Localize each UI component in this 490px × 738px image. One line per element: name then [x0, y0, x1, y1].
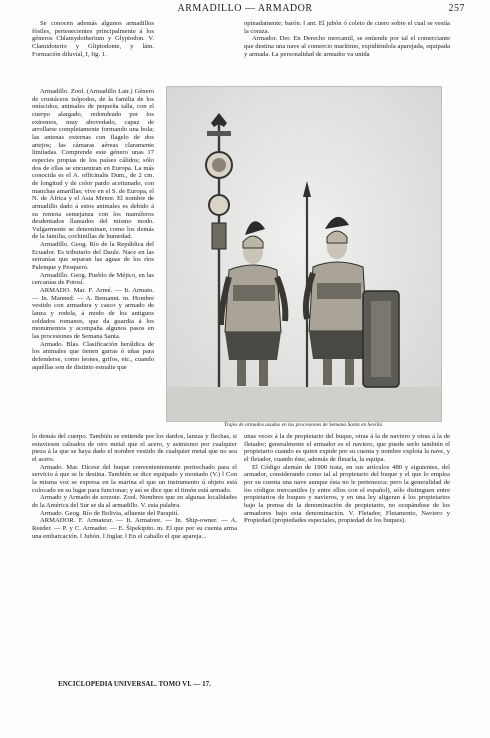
- paragraph: Armadillo. Geog. Río de la República del Ecuador. Es tributario del Daule. Nace en las serranías que separan las aguas de los ríos Palenque y Pesquero.: [32, 241, 154, 272]
- paragraph: Armadillo. Zool. (Armadillo Latr.) Género de crustáceos isópodos, de la familia de los oníscidos; animales de pequeña talla, con el cuerpo alargado, redondeado por los extremos, muy abovedado, capaz de arrollarse completamente formando una bola; las antenas externas con flagelo de dos artejos; las cámaras aéreas claramente limitadas. Comprende este género unas 17 especies propias de los países cálidos; sólo dos de ellas se encuentran en Europa. La más conocida es el A. officinalis Dum., de 2 cm. de longitud y de color pardo aceitunado, con manchas amarillas; vive en el S. de Europa, el N. de África y el Asia Menor. El nombre de armadillo dado á estos animales es debido á su remota semejanza con los mamíferos desdentados llamados del mismo modo. Vulgarmente se denominan, como los demás de la familia, cochinillas de humedad.: [32, 88, 154, 241]
- running-head: [0, 3, 490, 17]
- paragraph: ARMADOR. F. Armateur. — It. Armatore. — In. Ship-owner. — A. Reeder. — P. y C. Armador. — E. Ŝipekipito. m. El que por su cuenta arma una embarcación. ‖ Jubón. ‖ Juglar. ‖ En el caballo el que apareja...: [32, 517, 237, 540]
- right-column-bottom-text: [244, 433, 450, 678]
- page-title: ARMADILLO — ARMADOR: [177, 3, 313, 14]
- left-column-narrow-text: [32, 88, 154, 433]
- page-footer: ENCICLOPEDIA UNIVERSAL. TOMO VI. — 17.: [58, 680, 211, 688]
- paragraph: Armadillo. Geog. Pueblo de Méjico, en las cercanías de Potosí.: [32, 271, 154, 287]
- right-column-top-text: [244, 20, 450, 86]
- paragraph: Armado. Geog. Río de Bolivia, afluente del Parapití.: [40, 509, 179, 517]
- paragraph: Armado y Armado de zorzote. Zool. Nombres que en algunas localidades de la América del Sur se da al armadillo. V. esta palabra.: [32, 494, 237, 509]
- left-column-wide-text: [32, 433, 237, 678]
- paragraph: Se conocen además algunos armadillos fósiles, pertenecientes principalmente á los géneros Chlamydotherium y Glyptodon. V. Clamidoterio y Gliptodonte, y lám. Formación diluvial, I, fig. 1.: [32, 20, 154, 58]
- paragraph: ARMADO. Mar. F. Armé. — It. Armato. — In. Manned. — A. Bemannt. m. Hombre vestido con armadura y casco y armado de lanza y rodela, á modo de los antiguos soldados romanos, que da guardia á los monumentos y acompaña algunos pasos en las procesiones de Semana Santa.: [32, 287, 154, 340]
- paragraph: opinadamente; barón. ‖ ant. El jubón ó coleto de cuero sobre el cual se vestía la coraza.: [244, 20, 450, 35]
- page-number: 257: [448, 3, 465, 14]
- paragraph: Armado. Blas. Clasificación heráldica de los animales que tienen garras ó uñas para defenderse, como leones, grifos, etc., cuando aquéllas son de distinto esmalte que: [32, 340, 154, 371]
- paragraph: lo demás del cuerpo. También se entiende por los dardos, lanzas y flechas, si estuviesen calzados de otro metal que el acero, y asimismo por cualquier pieza á la que se haya dado el nombre vestido de cualquier metal que no sea el acero.: [32, 433, 237, 463]
- left-column-top-text: [32, 20, 154, 88]
- floor-shadow: [167, 387, 441, 421]
- paragraph: Armado. Mar. Dícese del buque convenientemente pertrechado para el servicio á que se le destina. También se dice equipado y montado (V.) ‖ Con la misma voz se expresa en la marina el que un instrumento ú objeto está colocado en su lugar para funcionar; y así se dice que el timón está armado.: [32, 463, 237, 494]
- figure-caption: Trajes de armados usados en las procesiones de Semana Santa en Sevilla: [223, 422, 383, 428]
- photograph-figure: [166, 86, 442, 422]
- paragraph: El Código alemán de 1900 trata, en sus artículos 480 y siguientes, del armador, considerando como tal al propietario del buque y el que lo emplea por su cuenta una nave aunque ésta no le pertenezca; pero la generalidad de los códigos mercantiles (y entre ellos con el español), sólo distinguen entre propietarios de buques y navieros, y en una ley aligeran á los propietarios bajo la prensa de la denominación de propietario, no ocupándose de los armadores bajo esta denominación. V. Fletador, Fletamento, Naviero y Propiedad (propiedades especiales, propiedad de los buques).: [244, 463, 450, 525]
- paragraph: Armador. Der. En Derecho mercantil, se entiende por tal el comerciante que destina una nave al comercio marítimo, expidiéndola aparejada, equipada y armada. La personalidad de armador va unida: [244, 35, 450, 58]
- paragraph: unas veces á la de propietario del buque, otras á la de naviero y otras á la de fletador; generalmente el armador es el naviero, que puede serlo también el propietario cuando es quien expide por su cuenta y nombre explota la nave, y el fletador, cuando éste, además de fletarla, la equipa.: [244, 433, 450, 463]
- photo-illustration: [167, 87, 441, 421]
